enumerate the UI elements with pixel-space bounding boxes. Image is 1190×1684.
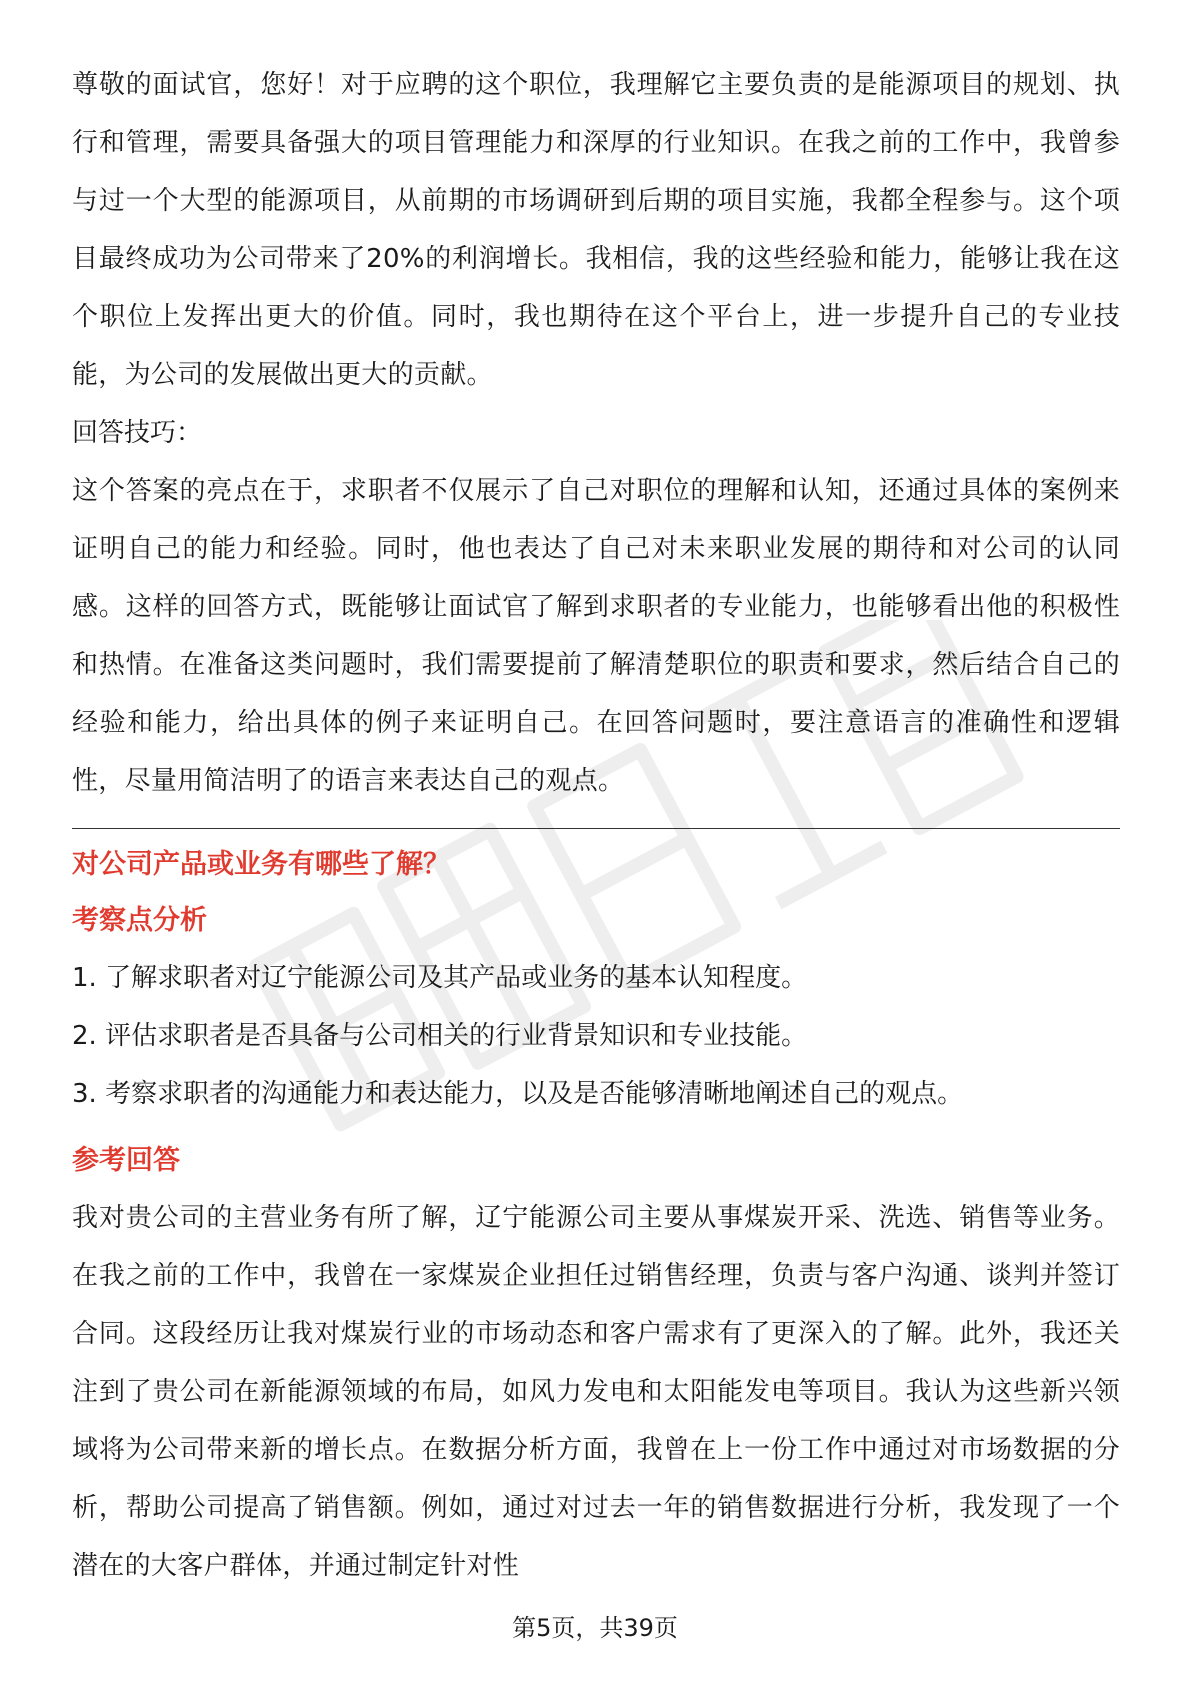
analysis-title: 考察点分析 — [72, 905, 207, 936]
answer-title: 参考回答 — [72, 1145, 180, 1176]
spacer — [72, 1123, 1120, 1133]
list-item: 2. 评估求职者是否具备与公司相关的行业背景知识和专业技能。 — [72, 1021, 808, 1051]
question-title: 对公司产品或业务有哪些了解？ — [72, 849, 450, 880]
reference-answer-paragraph: 我对贵公司的主营业务有所了解，辽宁能源公司主要从事煤炭开采、洗选、销售等业务。在我之前的工作中，我曾在一家煤炭企业担任过销售经理，负责与客户沟通、谈判并签订合同。这段经历让我对煤炭行业的市场动态和客户需求有了更深入的了解。此外，我还关注到了贵公司在新能源领域的布局，如风力发电和太阳能发电等项目。我认为这些新兴领域将为公司带来新的增长点。在数据分析方面，我曾在上一份工作中通过对市场数据的分析，帮助公司提高了销售额。例如，通过对过去一年的销售数据进行分析，我发现了一个潜在的大客户群体，并通过制定针对性 — [72, 1203, 1120, 1581]
section-divider — [72, 828, 1120, 829]
tips-label: 回答技巧： — [72, 418, 203, 448]
previous-answer-paragraph: 尊敬的面试官，您好！对于应聘的这个职位，我理解它主要负责的是能源项目的规划、执行和管理，需要具备强大的项目管理能力和深厚的行业知识。在我之前的工作中，我曾参与过一个大型的能源项目，从前期的市场调研到后期的项目实施，我都全程参与。这个项目最终成功为公司带来了20%的利润增长。我相信，我的这些经验和能力，能够让我在这个职位上发挥出更大的价值。同时，我也期待在这个平台上，进一步提升自己的专业技能，为公司的发展做出更大的贡献。 — [72, 70, 1120, 390]
list-item: 3. 考察求职者的沟通能力和表达能力，以及是否能够清晰地阐述自己的观点。 — [72, 1079, 964, 1109]
tips-paragraph: 这个答案的亮点在于，求职者不仅展示了自己对职位的理解和认知，还通过具体的案例来证明自己的能力和经验。同时，他也表达了自己对未来职业发展的期待和对公司的认同感。这样的回答方式，既能够让面试官了解到求职者的专业能力，也能够看出他的积极性和热情。在准备这类问题时，我们需要提前了解清楚职位的职责和要求，然后结合自己的经验和能力，给出具体的例子来证明自己。在回答问题时，要注意语言的准确性和逻辑性，尽量用简洁明了的语言来表达自己的观点。 — [72, 476, 1120, 796]
page-number: 第5页，共39页 — [512, 1614, 678, 1642]
list-item: 1. 了解求职者对辽宁能源公司及其产品或业务的基本认知程度。 — [72, 963, 808, 993]
document-page — [72, 56, 1120, 1595]
analysis-list — [72, 949, 1120, 1123]
